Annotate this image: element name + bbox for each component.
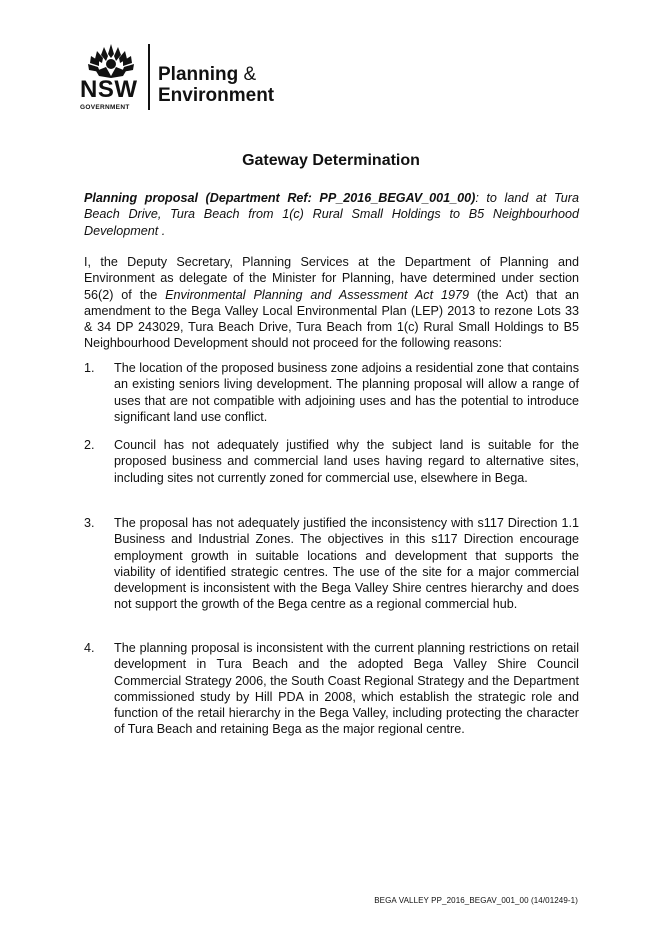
reason-number: 3.: [84, 516, 95, 530]
reason-text: The proposal has not adequately justified the inconsistency with s117 Direction 1.1 Business and Industrial Zones. The objectives in this s117 Direction encourage employment growth in suitable locations and development that supports the viability of identified strategic centres. The use of the site for a major commercial development is inconsistent with the Bega Valley Shire centres hierarchy and does not support the growth of the Bega centre as a regional commercial hub.: [114, 516, 579, 612]
intro-act-name: Environmental Planning and Assessment Act 1979: [165, 287, 469, 302]
reason-item: [84, 515, 579, 613]
nsw-government-logo: [80, 42, 300, 114]
document-reference-footer: BEGA VALLEY PP_2016_BEGAV_001_00 (14/01249-1): [374, 896, 578, 905]
intro-paragraph: [84, 254, 579, 352]
logo-government-text: GOVERNMENT: [80, 104, 130, 111]
logo-environment-text: Environment: [158, 85, 275, 106]
reason-item: [84, 360, 579, 425]
waratah-flower-icon: [84, 42, 138, 78]
logo-nsw-text: NSW: [80, 76, 138, 103]
reason-item: [84, 640, 579, 738]
proposal-reference: Planning proposal (Department Ref: PP_2016_BEGAV_001_00): [84, 191, 476, 205]
intro-text-part1: I, the Deputy Secretary, Planning Services at the Department of Planning and Environment as delegate of the Minister for Planning, have determined under section 56(2) of the: [84, 255, 579, 302]
proposal-paragraph: [84, 190, 579, 239]
logo-divider: [148, 44, 150, 110]
page-title: Gateway Determination: [242, 152, 420, 169]
logo-department-name: [158, 64, 274, 106]
logo-ampersand: &: [243, 64, 257, 85]
proposal-description: : to land at Tura Beach Drive, Tura Beach from 1(c) Rural Small Holdings to B5 Neighbourhood Development .: [84, 191, 579, 238]
reason-number: 4.: [84, 641, 95, 655]
reason-item: [84, 437, 579, 486]
reason-number: 2.: [84, 438, 95, 452]
reason-text: The location of the proposed business zone adjoins a residential zone that contains an existing seniors living development. The planning proposal will allow a range of uses that are not compatible with adjoining uses and has the potential to introduce significant land use conflict.: [114, 361, 579, 424]
logo-planning-text: Planning: [158, 64, 239, 85]
intro-text-part2: (the Act) that an amendment to the Bega Valley Local Environmental Plan (LEP) 2013 to rezone Lots 33 & 34 DP 243029, Tura Beach Drive, Tura Beach from 1(c) Rural Small Holdings to B5 Neighbourhood Development should not proceed for the following reasons:: [84, 287, 579, 351]
reason-text: Council has not adequately justified why the subject land is suitable for the proposed business and commercial land uses having regard to alternative sites, including sites not currently zoned for commercial use, elsewhere in Bega.: [114, 438, 579, 485]
reason-number: 1.: [84, 361, 95, 375]
reason-text: The planning proposal is inconsistent with the current planning restrictions on retail development in Tura Beach and the adopted Bega Valley Shire Council Commercial Strategy 2006, the South Coast Regional Strategy and the Department commissioned study by Hill PDA in 2008, which establish the strategic role and function of the retail hierarchy in the Bega Valley, including protecting the character of Tura Beach and retaining Bega as the major regional centre.: [114, 641, 579, 737]
